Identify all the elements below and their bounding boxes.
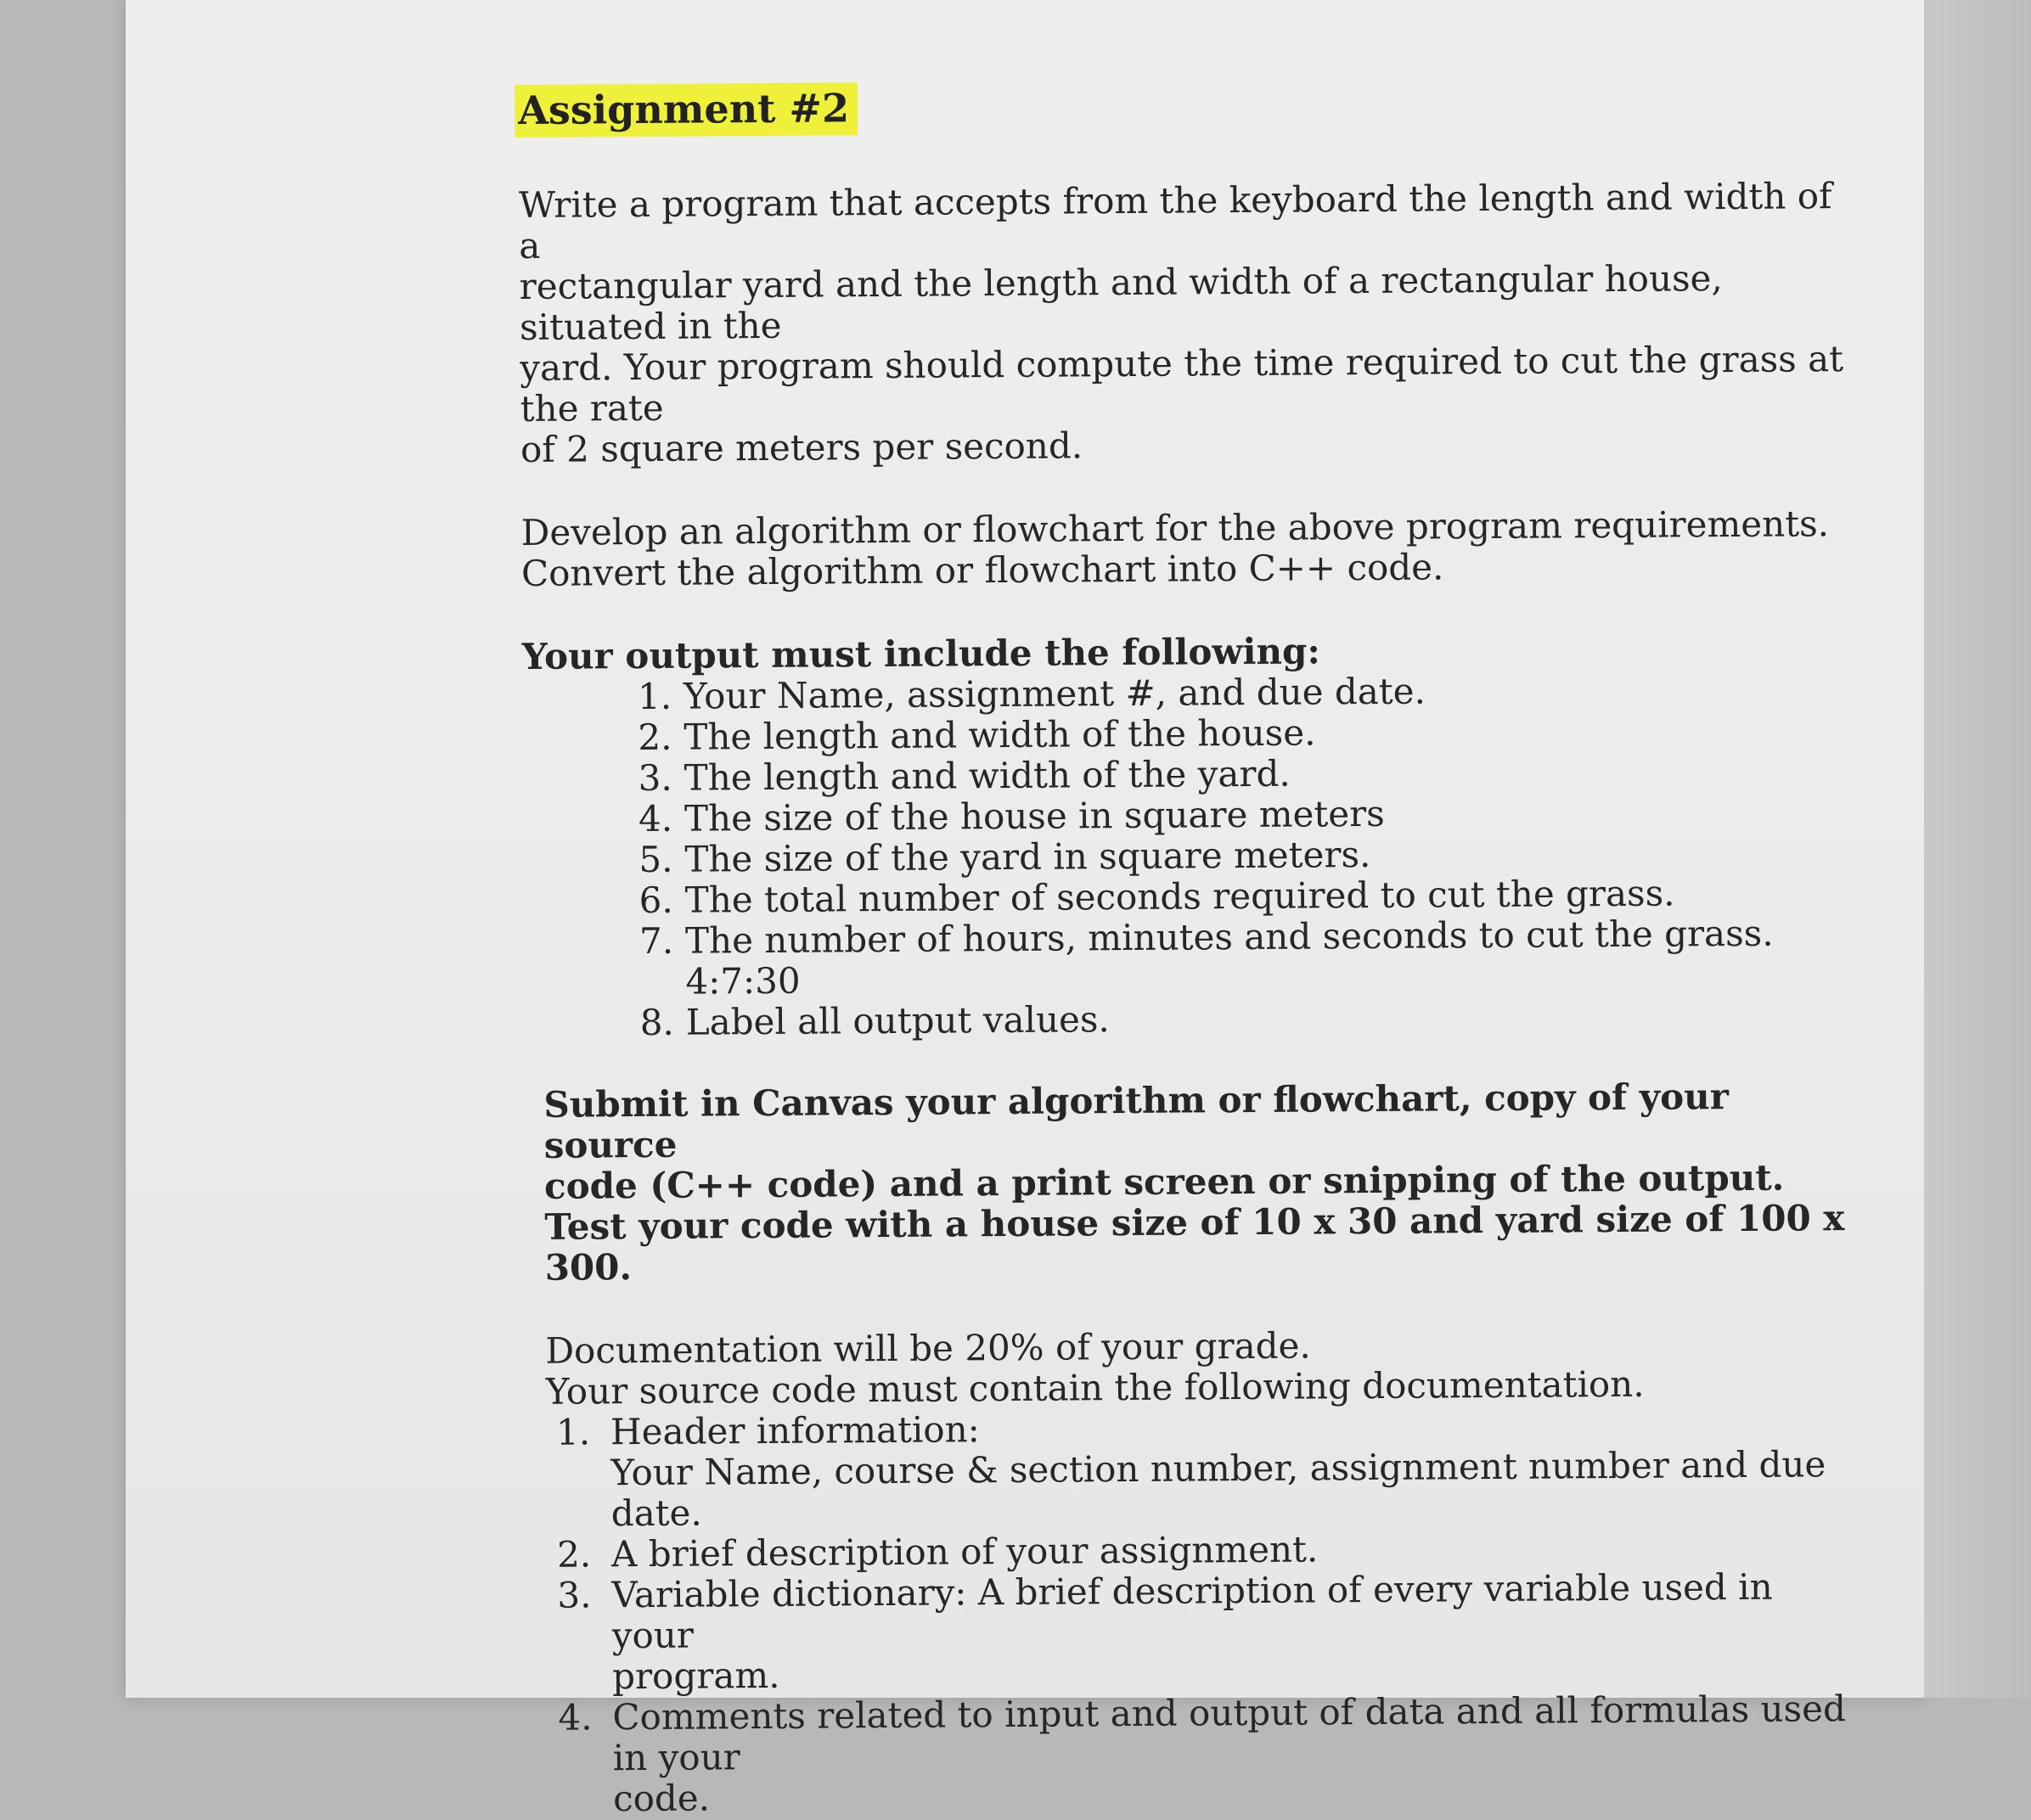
- develop-line: Convert the algorithm or flowchart into C++ code.: [520, 546, 1444, 594]
- list-text: A brief description of your assignment.: [610, 1528, 1319, 1576]
- output-heading: Your output must include the following:: [521, 630, 1321, 677]
- output-list: [522, 668, 1849, 1044]
- intro-line: Write a program that accepts from the keyboard the length and width of a: [518, 175, 1832, 267]
- intro-paragraph: [519, 176, 1845, 470]
- list-number: 2.: [638, 716, 672, 759]
- list-subtext: code.: [612, 1777, 711, 1820]
- list-item: [547, 1566, 1854, 1698]
- documentation-section: [526, 1322, 1854, 1820]
- list-text: Your Name, assignment #, and due date.: [683, 670, 1426, 717]
- list-number: 1.: [637, 675, 672, 718]
- list-number: 4.: [558, 1696, 593, 1739]
- screen-bezel: [1924, 0, 2031, 1698]
- list-number: 3.: [638, 756, 672, 800]
- document-content: [518, 76, 1854, 1820]
- list-number: 1.: [555, 1411, 591, 1453]
- documentation-list: [546, 1403, 1854, 1820]
- submit-line: code (C++ code) and a print screen or snipping of the output.: [543, 1156, 1785, 1207]
- documentation-line: Documentation will be 20% of your grade.: [545, 1324, 1311, 1372]
- list-number: 8.: [639, 1001, 674, 1044]
- list-text: Header information:: [610, 1408, 980, 1453]
- list-text: Comments related to input and output of data and all formulas used in your: [612, 1688, 1847, 1779]
- list-number: 4.: [638, 797, 673, 840]
- list-subtext: Your Name, course & section number, assignment number and due date.: [610, 1443, 1826, 1535]
- list-number: 3.: [557, 1574, 592, 1616]
- list-text: Variable dictionary: A brief description of every variable used in your: [611, 1565, 1773, 1657]
- list-text: The length and width of the house.: [684, 711, 1316, 758]
- list-item: [546, 1403, 1853, 1535]
- list-number: 2.: [556, 1533, 592, 1576]
- list-number: 6.: [639, 879, 673, 922]
- document-page: [126, 0, 1924, 1820]
- develop-paragraph: [521, 503, 1847, 594]
- intro-line: rectangular yard and the length and width of a rectangular house, situated in the: [519, 257, 1723, 348]
- list-item: [525, 994, 1849, 1044]
- submit-line: Submit in Canvas your algorithm or flowchart, copy of your source: [543, 1076, 1730, 1166]
- list-subtext: program.: [611, 1654, 780, 1698]
- list-item: [548, 1688, 1854, 1820]
- submit-line: Test your code with a house size of 10 x 30 and yard size of 100 x 300.: [544, 1197, 1845, 1289]
- list-item: [524, 913, 1849, 1003]
- list-number: 5.: [639, 838, 673, 881]
- list-number: 7.: [639, 919, 674, 963]
- documentation-line: Your source code must contain the following documentation.: [545, 1362, 1645, 1413]
- develop-line: Develop an algorithm or flowchart for the above program requirements.: [520, 503, 1830, 553]
- list-text: The total number of seconds required to cut the grass.: [684, 872, 1675, 921]
- list-text: The length and width of the yard.: [684, 752, 1291, 799]
- list-text: Label all output values.: [685, 998, 1110, 1043]
- submit-instructions: [525, 1076, 1851, 1289]
- assignment-title: Assignment #2: [515, 82, 858, 138]
- intro-line: of 2 square meters per second.: [520, 424, 1083, 470]
- intro-line: yard. Your program should compute the time required to cut the grass at the rate: [520, 338, 1844, 430]
- list-text: The size of the house in square meters: [684, 792, 1385, 840]
- list-text: The size of the yard in square meters.: [684, 834, 1371, 880]
- list-text: The number of hours, minutes and seconds to cut the grass. 4:7:30: [684, 912, 1774, 1003]
